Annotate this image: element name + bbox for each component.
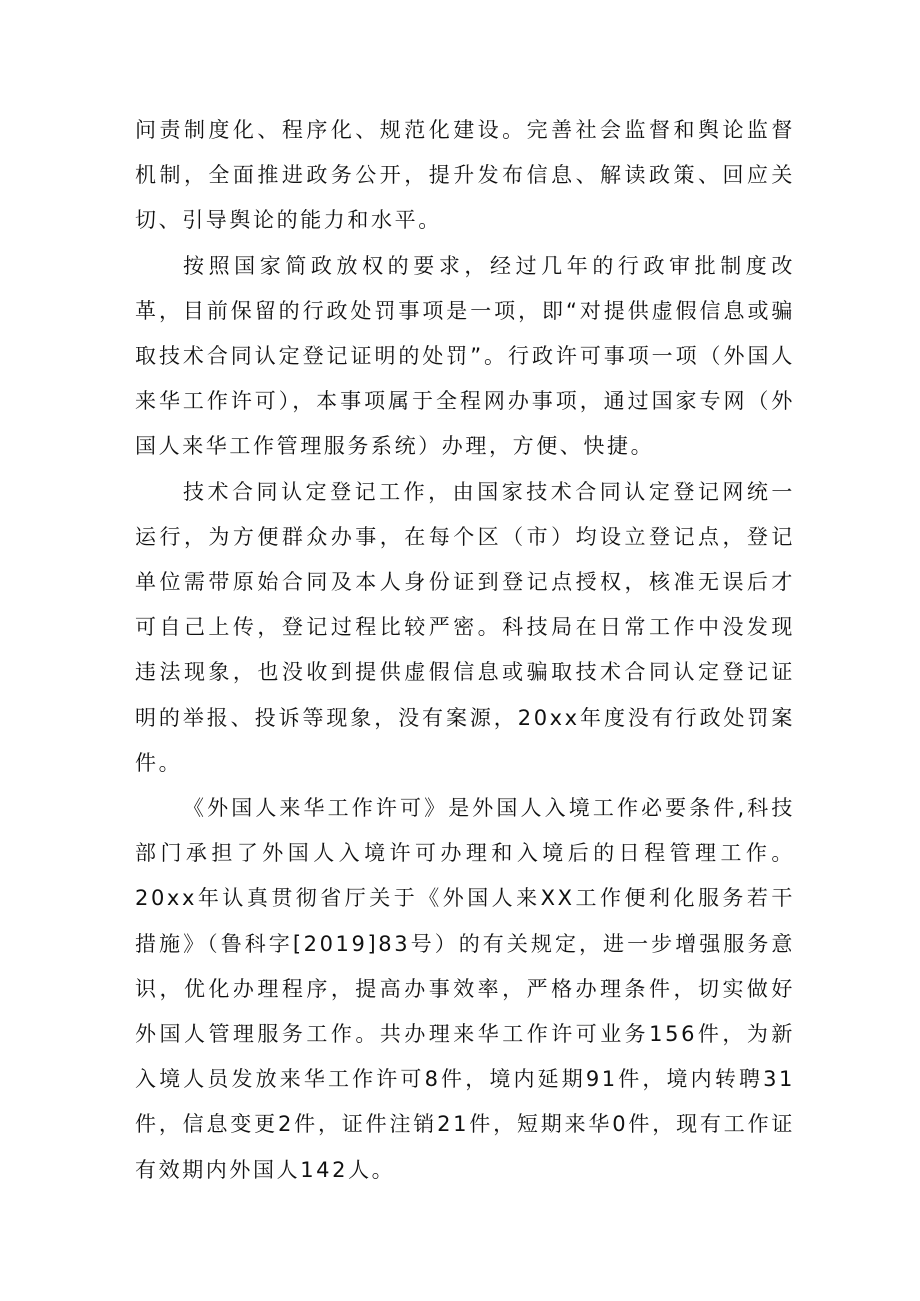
paragraph-foreign-work-permit: 《外国人来华工作许可》是外国人入境工作必要条件,科技部门承担了外国人入境许可办理和入境后的日程管理工作。20xx年认真贯彻省厅关于《外国人来XX工作便利化服务若干措施》（鲁科字[2019]83号）的有关规定，进一步增强服务意识，优化办理程序，提高办事效率，严格办理条件，切实做好外国人管理服务工作。共办理来华工作许可业务156件，为新入境人员发放来华工作许可8件，境内延期91件，境内转聘31件，信息变更2件，证件注销21件，短期来华0件，现有工作证有效期内外国人142人。 (135, 796, 795, 1182)
paragraph-contract-registration: 技术合同认定登记工作，由国家技术合同认定登记网统一运行，为方便群众办事，在每个区（市）均设立登记点，登记单位需带原始合同及本人身份证到登记点授权，核准无误后才可自己上传，登记过程比较严密。科技局在日常工作中没发现违法现象，也没收到提供虚假信息或骗取技术合同认定登记证明的举报、投诉等现象，没有案源，20xx年度没有行政处罚案件。 (135, 479, 795, 775)
paragraph-accountability: 问责制度化、程序化、规范化建设。完善社会监督和舆论监督机制，全面推进政务公开，提升发布信息、解读政策、回应关切、引导舆论的能力和水平。 (135, 118, 795, 233)
paragraph-administrative-penalty: 按照国家简政放权的要求，经过几年的行政审批制度改革，目前保留的行政处罚事项是一项，即“对提供虚假信息或骗取技术合同认定登记证明的处罚”。行政许可事项一项（外国人来华工作许可），本事项属于全程网办事项，通过国家专网（外国人来华工作管理服务系统）办理，方便、快捷。 (135, 253, 795, 459)
document-body (135, 108, 795, 1193)
